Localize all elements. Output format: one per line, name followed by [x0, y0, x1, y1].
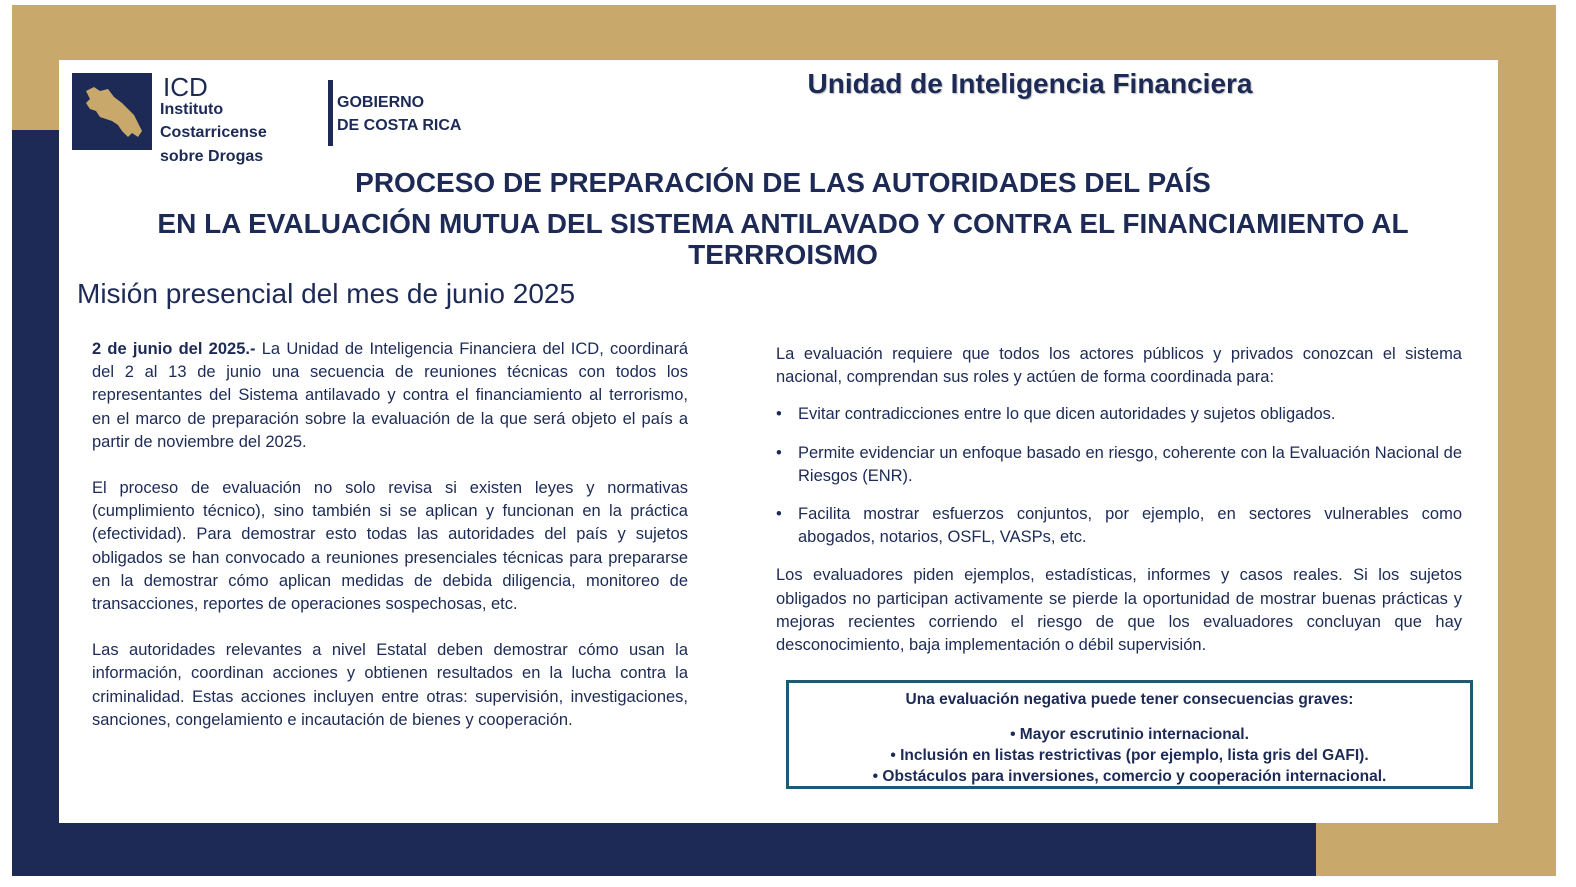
gov-line1: GOBIERNO — [337, 94, 425, 111]
mission-subtitle: Misión presencial del mes de junio 2025 — [77, 278, 576, 309]
right-column — [776, 343, 1462, 657]
gov-divider — [328, 80, 333, 146]
list-item — [776, 403, 1462, 426]
main-title-line1: PROCESO DE PREPARACIÓN DE LAS AUTORIDADES DEL PAÍS — [355, 167, 1211, 198]
icd-logo — [72, 73, 152, 150]
main-title-line2: EN LA EVALUACIÓN MUTUA DEL SISTEMA ANTILAVADO Y CONTRA EL FINANCIAMIENTO AL — [157, 208, 1409, 239]
consequences-title: Una evaluación negativa puede tener consecuencias graves: — [905, 691, 1354, 708]
gov-line2: DE COSTA RICA — [337, 117, 462, 134]
icd-name-line3: sobre Drogas — [160, 148, 264, 165]
consequence-item: • Inclusión en listas restrictivas (por ejemplo, lista gris del GAFI). — [890, 747, 1369, 764]
main-title-line3: TERRROISMO — [688, 239, 878, 270]
bullet-icon: • — [776, 443, 782, 462]
list-item — [776, 442, 1462, 488]
right-closing: Los evaluadores piden ejemplos, estadísticas, informes y casos reales. Si los sujetos obligados no participan activamente se pierde la oportunidad de mostrar buenas prácticas y mejoras recientes corriendo el riesgo de que los evaluadores concluyan que hay desconocimiento, baja implementación o débil supervisión. — [776, 566, 1462, 655]
left-column — [92, 338, 688, 755]
left-paragraph-3: Las autoridades relevantes a nivel Estatal deben demostrar cómo usan la información, coordinan acciones y obtienen resultados en la lucha contra la criminalidad. Estas acciones incluyen entre otras: supervisión, investigaciones, sanciones, congelamiento e incautación de bienes y cooperación. — [92, 641, 688, 729]
left-paragraph-2: El proceso de evaluación no solo revisa si existen leyes y normativas (cumplimiento técnico), sino también si se aplican y funcionan en la práctica (efectividad). Para demostrar esto todas las autoridades del país y sujetos obligados se han convocado a reuniones presenciales técnicas para prepararse en la demostrar cómo aplican medidas de debida diligencia, monitoreo de transacciones, reportes de operaciones sospechosas, etc. — [92, 479, 688, 614]
icd-abbr: ICD — [163, 72, 208, 102]
consequence-item: • Mayor escrutinio internacional. — [1010, 726, 1249, 743]
icd-name-line1: Instituto — [160, 101, 224, 118]
list-item — [776, 503, 1462, 549]
consequence-item: • Obstáculos para inversiones, comercio y cooperación internacional. — [872, 768, 1387, 785]
unit-title: Unidad de Inteligencia Financiera — [807, 68, 1253, 99]
consequences-box — [786, 680, 1473, 789]
left-paragraph-1-text: La Unidad de Inteligencia Financiera del ICD, coordinará del 2 al 13 de junio una secuencia de reuniones técnicas con todos los representantes del Sistema antilavado y contra el financiamiento al terrorismo, en el marco de preparación sobre la evaluación de la que será objeto el país a partir de noviembre del 2025. — [92, 340, 688, 451]
bullet-icon: • — [776, 505, 782, 524]
left-paragraph-1 — [92, 338, 688, 454]
list-item-text: Evitar contradicciones entre lo que dicen autoridades y sujetos obligados. — [798, 405, 1336, 424]
bullet-list — [776, 403, 1462, 549]
right-intro: La evaluación requiere que todos los actores públicos y privados conozcan el sistema nacional, comprendan sus roles y actúen de forma coordinada para: — [776, 345, 1462, 387]
list-item-text: Facilita mostrar esfuerzos conjuntos, por ejemplo, en sectores vulnerables como abogados, notarios, OSFL, VASPs, etc. — [798, 505, 1462, 547]
icd-name-line2: Costarricense — [160, 124, 267, 141]
bullet-icon: • — [776, 405, 782, 424]
list-item-text: Permite evidenciar un enfoque basado en riesgo, coherente con la Evaluación Nacional de Riesgos (ENR). — [798, 443, 1462, 485]
date-label: 2 de junio del 2025.- — [92, 340, 256, 358]
costa-rica-map-icon — [78, 79, 146, 144]
